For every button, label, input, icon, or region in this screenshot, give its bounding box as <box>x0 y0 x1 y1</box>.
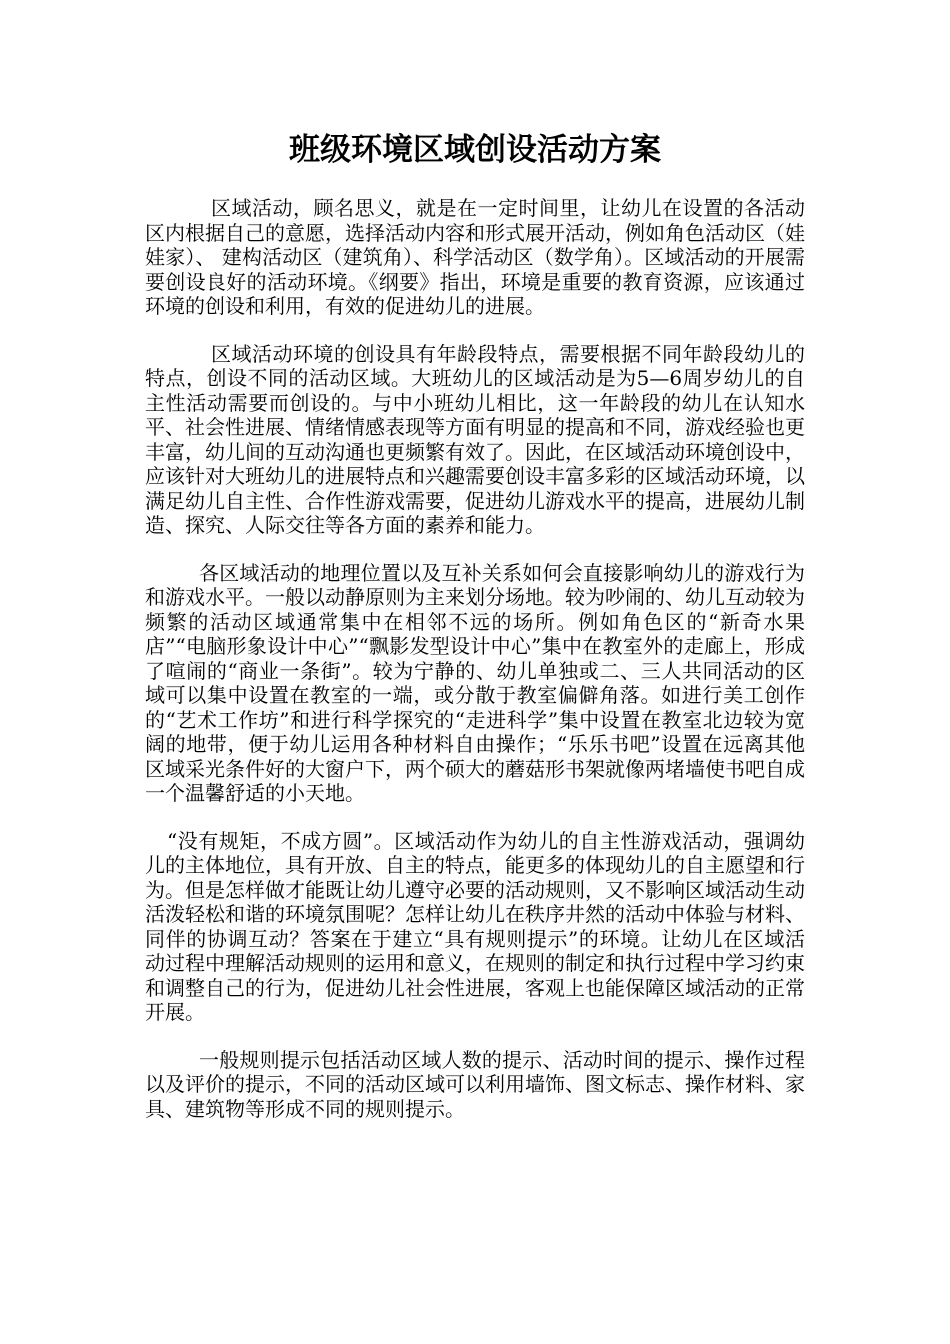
paragraph-4: “没有规矩，不成方圆”。区域活动作为幼儿的自主性游戏活动，强调幼儿的主体地位，具有开放、自主的特点，能更多的体现幼儿的自主愿望和行为。但是怎样做才能既让幼儿遵守必要的活动规则，又不影响区域活动生动活泼轻松和谐的环境氛围呢？怎样让幼儿在秩序井然的活动中体验与材料、同伴的协调互动？答案在于建立“具有规则提示”的环境。让幼儿在区域活动过程中理解活动规则的运用和意义，在规则的制定和执行过程中学习约束和调整自己的行为，促进幼儿社会性进展，客观上也能保障区域活动的正常开展。 <box>145 828 805 1024</box>
document-body <box>145 196 805 1144</box>
document-title: 班级环境区域创设活动方案 <box>289 132 661 168</box>
paragraph-2: 区域活动环境的创设具有年龄段特点，需要根据不同年龄段幼儿的特点，创设不同的活动区域。大班幼儿的区域活动是为5—6周岁幼儿的自主性活动需要而创设的。与中小班幼儿相比，这一年龄段的幼儿在认知水平、社会性进展、情绪情感表现等方面有明显的提高和不同，游戏经验也更丰富，幼儿间的互动沟通也更频繁有效了。因此，在区域活动环境创设中，应该针对大班幼儿的进展特点和兴趣需要创设丰富多彩的区域活动环境，以满足幼儿自主性、合作性游戏需要，促进幼儿游戏水平的提高，进展幼儿制造、探究、人际交往等各方面的素养和能力。 <box>145 341 805 537</box>
paragraph-5: 一般规则提示包括活动区域人数的提示、活动时间的提示、操作过程以及评价的提示，不同的活动区域可以利用墙饰、图文标志、操作材料、家具、建筑物等形成不同的规则提示。 <box>145 1047 805 1121</box>
paragraph-3: 各区域活动的地理位置以及互补关系如何会直接影响幼儿的游戏行为和游戏水平。一般以动静原则为主来划分场地。较为吵闹的、幼儿互动较为频繁的活动区域通常集中在相邻不远的场所。例如角色区的“新奇水果店”“电脑形象设计中心”“飘影发型设计中心”集中在教室外的走廊上，形成了喧闹的“商业一条街”。较为宁静的、幼儿单独或二、三人共同活动的区域可以集中设置在教室的一端，或分散于教室偏僻角落。如进行美工创作的“艺术工作坊”和进行科学探究的“走进科学”集中设置在教室北边较为宽阔的地带，便于幼儿运用各种材料自由操作；“乐乐书吧”设置在远离其他区域采光条件好的大窗户下，两个硕大的蘑菇形书架就像两堵墙使书吧自成一个温馨舒适的小天地。 <box>145 560 805 805</box>
paragraph-1: 区域活动，顾名思义，就是在一定时间里，让幼儿在设置的各活动区内根据自己的意愿，选择活动内容和形式展开活动，例如角色活动区（娃娃家）、 建构活动区（建筑角）、科学活动区（数学角）。区域活动的开展需要创设良好的活动环境。《纲要》指出，环境是重要的教育资源，应该通过环境的创设和利用，有效的促进幼儿的进展。 <box>145 196 805 318</box>
